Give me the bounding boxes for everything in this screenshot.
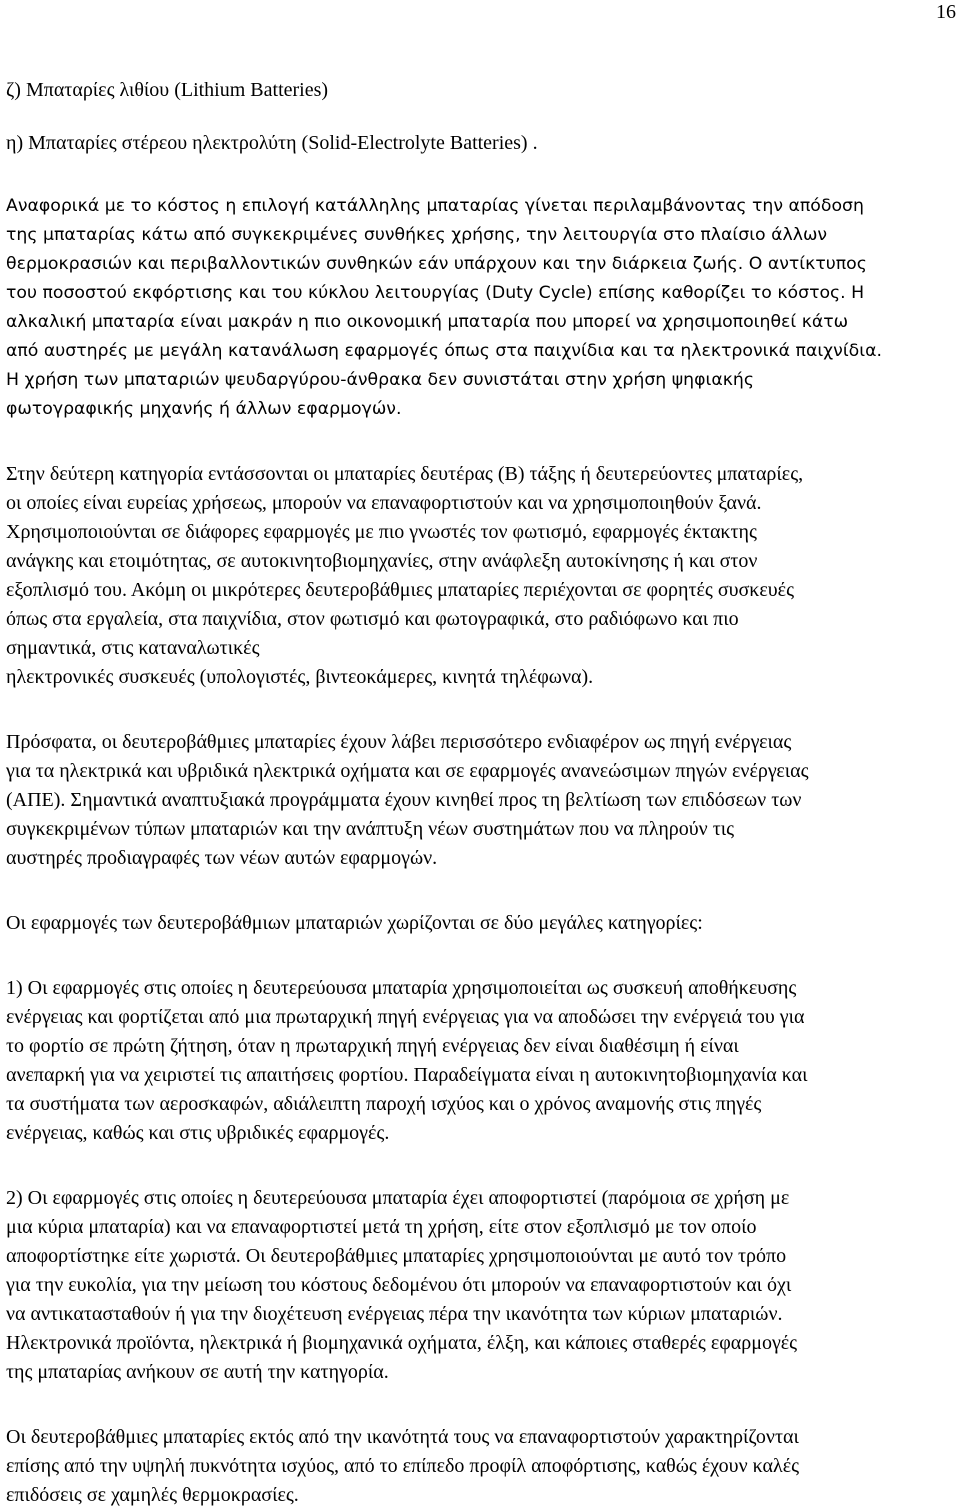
page-number: 16 xyxy=(936,1,956,23)
paragraph-cost: Αναφορικά με το κόστος η επιλογή κατάλληλης μπαταρίας γίνεται περιλαμβάνοντας την απόδοση της μπαταρίας κάτω από συγκεκριμένες συνθήκες χρήσης, την λειτουργία στο πλαίσιο άλλων θερμοκρασιών και περιβαλλοντικών συνθηκών εάν υπάρχουν και την διάρκεια ζωής. Ο αντίκτυπος του ποσοστού εκφόρτισης και του κύκλου λειτουργίας (Duty Cycle) επίσης καθορίζει το κόστος. Η αλκαλική μπαταρία είναι μακράν η πιο οικονομική μπαταρία που μπορεί να χρησιμοποιηθεί κάτω από αυστηρές με μεγάλη κατανάλωση εφαρμογές όπως στα παιχνίδια και τα ηλεκτρονικά παιχνίδια. Η χρήση των μπαταριών ψευδαργύρου-άνθρακα δεν συνιστάται στην χρήση ψηφιακής φωτογραφικής μηχανής ή άλλων εφαρμογών. xyxy=(6,196,882,419)
paragraph-secondary-batteries: Στην δεύτερη κατηγορία εντάσσονται οι μπαταρίες δευτέρας (Β) τάξης ή δευτερεύοντες μπαταρίες, οι οποίες είναι ευρείας χρήσεως, μπορούν να επαναφορτιστούν και να χρησιμοποιηθούν ξανά. Χρησιμοποιούνται σε διάφορες εφαρμογές με πιο γνωστές τον φωτισμό, εφαρμογές έκτακτης ανάγκης και ετοιμότητας, σε αυτοκινητοβιομηχανίες, στην ανάφλεξη αυτοκίνησης ή και στον εξοπλισμό του. Ακόμη οι μικρότερες δευτεροβάθμιες μπαταρίες περιέχονται σε φορητές συσκευές όπως στα εργαλεία, στα παιχνίδια, στον φωτισμό και φωτογραφικά, στο ραδιόφωνο και πιο σημαντικά, στις καταναλωτικές ηλεκτρονικές συσκευές (υπολογιστές, βιντεοκάμερες, κινητά τηλέφωνα). xyxy=(6,463,804,688)
paragraph-category-2: 2) Οι εφαρμογές στις οποίες η δευτερεύουσα μπαταρία έχει αποφορτιστεί (παρόμοια σε χρήση με μια κύρια μπαταρία) και να επαναφορτιστεί μετά τη χρήση, είτε στον εξοπλισμό με τον οποίο αποφορτίστηκε είτε χωριστά. Οι δευτεροβάθμιες μπαταρίες χρησιμοποιούνται με αυτό τον τρόπο για την ευκολία, για την μείωση του κόστους δεδομένου ότι μπορούν να επαναφορτιστούν και όχι να αντικατασταθούν ή για την διοχέτευση ενέργειας πέρα την ικανότητα των κύριων μπαταριών. Ηλεκτρονικά προϊόντα, ηλεκτρικά ή βιομηχανικά οχήματα, έλξη, και κάποιες σταθερές εφαρμογές της μπαταρίας ανήκουν σε αυτή την κατηγορία. xyxy=(6,1187,798,1383)
paragraph-characteristics: Οι δευτεροβάθμιες μπαταρίες εκτός από την ικανότητά τους να επαναφορτιστούν χαρακτηρίζονται επίσης από την υψηλή πυκνότητα ισχύος, από το επίπεδο προφίλ αποφόρτισης, καθώς έχουν καλές επιδόσεις σε χαμηλές θερμοκρασίες. xyxy=(6,1426,800,1506)
paragraph-recent-interest: Πρόσφατα, οι δευτεροβάθμιες μπαταρίες έχουν λάβει περισσότερο ενδιαφέρον ως πηγή ενέργειας για τα ηλεκτρικά και υβριδικά ηλεκτρικά οχήματα και σε εφαρμογές ανανεώσιμων πηγών ενέργειας (ΑΠΕ). Σημαντικά αναπτυξιακά προγράμματα έχουν κινηθεί προς τη βελτίωση των επιδόσεων των συγκεκριμένων τύπων μπαταριών και την ανάπτυξη νέων συστημάτων που να πληρούν τις αυστηρές προδιαγραφές των νέων αυτών εφαρμογών. xyxy=(6,731,809,869)
document-body xyxy=(6,76,946,1510)
paragraph-categories-intro: Οι εφαρμογές των δευτεροβάθμιων μπαταριών χωρίζονται σε δύο μεγάλες κατηγορίες: xyxy=(6,912,703,934)
paragraph-category-1: 1) Οι εφαρμογές στις οποίες η δευτερεύουσα μπαταρία χρησιμοποιείται ως συσκευή αποθήκευσης ενέργειας και φορτίζεται από μια πρωταρχική πηγή ενέργειας για να αποδώσει την ενέργειά του για το φορτίο σε πρώτη ζήτηση, όταν η πρωταρχική πηγή ενέργειας δεν είναι διαθέσιμη ή είναι ανεπαρκή για να χειριστεί τις απαιτήσεις φορτίου. Παραδείγματα είναι η αυτοκινητοβιομηχανία και τα συστήματα των αεροσκαφών, αδιάλειπτη παροχή ισχύος και ο χρόνος αναμονής στις πηγές ενέργειας, καθώς και στις υβριδικές εφαρμογές. xyxy=(6,977,808,1144)
list-item-solid-electrolyte: η) Μπαταρίες στέρεου ηλεκτρολύτη (Solid-Electrolyte Batteries) . xyxy=(6,132,538,154)
list-item-lithium: ζ) Μπαταρίες λιθίου (Lithium Batteries) xyxy=(6,79,329,101)
